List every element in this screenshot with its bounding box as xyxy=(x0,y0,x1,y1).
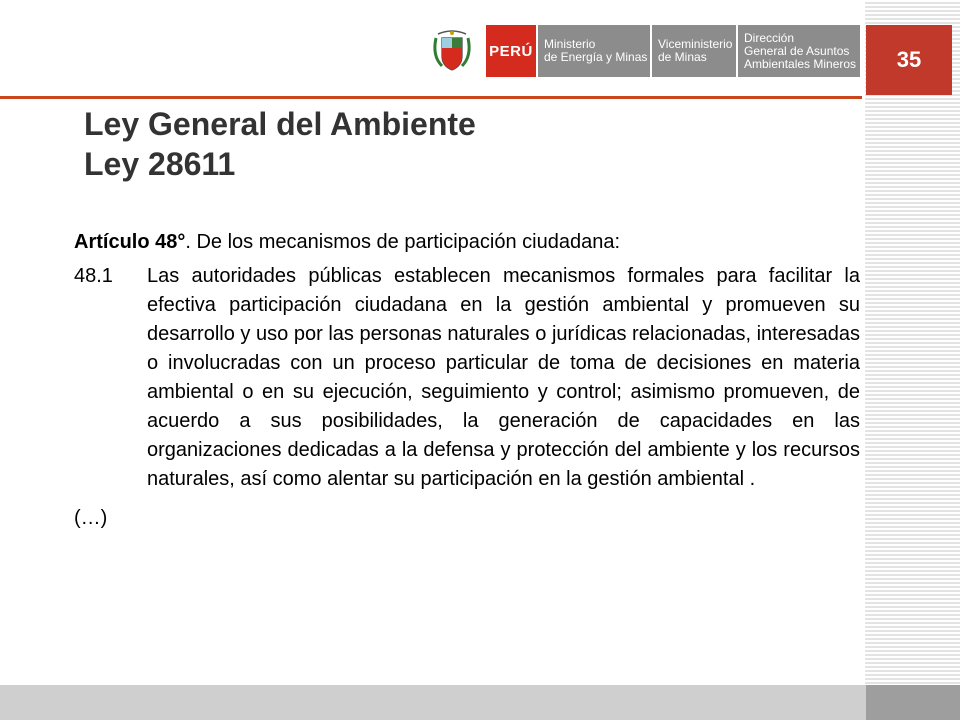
peru-logo: PERÚ xyxy=(486,25,536,77)
article-number: Artículo 48° xyxy=(74,231,186,253)
item-number: 48.1 xyxy=(74,265,113,287)
title-line-2: Ley 28611 xyxy=(84,146,236,182)
footer-corner xyxy=(866,685,960,720)
page-number-badge xyxy=(866,25,952,95)
side-stripes xyxy=(865,0,960,720)
institution-logos xyxy=(428,25,860,77)
vice-ministry-logo: Viceministerio de Minas xyxy=(652,25,736,77)
direction-logo: Dirección General de Asuntos Ambientales Mineros xyxy=(738,25,860,77)
page-number: 35 xyxy=(896,47,922,72)
article-item xyxy=(74,262,860,494)
page-title xyxy=(84,104,476,184)
header-divider xyxy=(0,96,862,99)
item-text: Las autoridades públicas establecen mecanismos formales para facilitar la efectiva participación ciudadana en la gestión ambiental y promueven su desarrollo y uso por las personas naturales o jurídicas relacionadas, interesadas o involucradas con un proceso particular de toma de decisiones en materia ambiental o en su ejecución, seguimiento y control; asimismo promueven, de acuerdo a sus posibilidades, la generación de capacidades en las organizaciones dedicadas a la defensa y protección del ambiente y los recursos naturales, así como alentar su participación en la gestión ambiental . xyxy=(147,265,860,490)
article-heading-text: . De los mecanismos de participación ciudadana: xyxy=(185,231,621,253)
title-line-1: Ley General del Ambiente xyxy=(84,106,476,142)
article-content xyxy=(74,228,860,533)
article-heading xyxy=(74,228,860,257)
ellipsis: (…) xyxy=(74,507,108,529)
footer-bar xyxy=(0,685,866,720)
coat-of-arms-icon xyxy=(428,25,476,77)
ministry-logo: Ministerio de Energía y Minas xyxy=(538,25,650,77)
